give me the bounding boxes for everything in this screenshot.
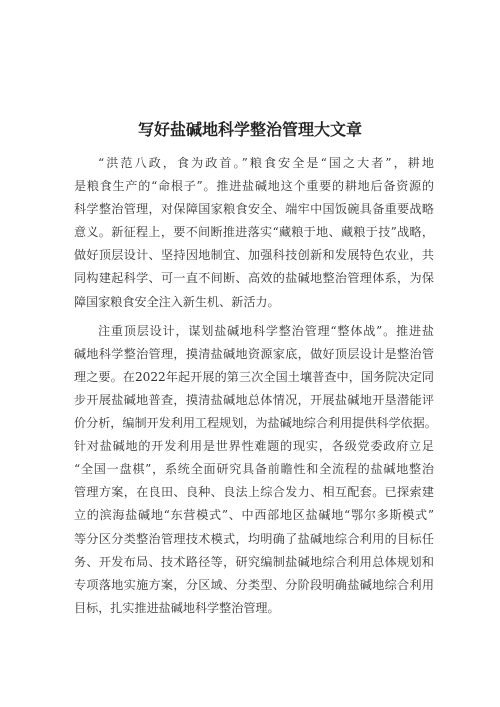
- paragraph-2: [74, 320, 437, 620]
- text-line: 碱地科学整治管理，摸清盐碱地资源家底，做好顶层设计是整治管: [74, 346, 434, 361]
- text-line: 做好顶层设计、坚持因地制宜、加强科技创新和发展特色农业，共: [74, 248, 434, 263]
- text-line: 针对盐碱地的开发利用是世界性难题的现实，各级党委政府立足: [74, 439, 434, 454]
- text-line: 同构建起科学、可一直不间断、高效的盐碱地整治管理体系，为保: [74, 271, 434, 286]
- document-body: [74, 152, 437, 620]
- text-line: 注重顶层设计，谋划盐碱地科学整治管理“整体战”。推进盐: [98, 323, 434, 338]
- text-line: 价分析，编制开发利用工程规划，为盐碱地综合利用提供科学依据。: [74, 416, 437, 431]
- text-line: 障国家粮食安全注入新生机、新活力。: [74, 294, 280, 309]
- text-line: 务、开发布局、技术路径等，研究编制盐碱地综合利用总体规划和: [74, 554, 434, 569]
- document-title: 写好盐碱地科学整治管理大文章: [137, 120, 362, 139]
- text-line: “全国一盘棋”，系统全面研究具备前瞻性和全流程的盐碱地整治: [74, 462, 434, 477]
- text-line: 目标，扎实推进盐碱地科学整治管理。: [74, 600, 280, 615]
- text-line: 意义。新征程上，要不间断推进落实“藏粮于地、藏粮于技”战略，: [74, 225, 434, 240]
- text-line: 步开展盐碱地普查，摸清盐碱地总体情况，开展盐碱地开垦潜能评: [74, 392, 434, 407]
- text-line: 等分区分类整治管理技术模式，均明确了盐碱地综合利用的目标任: [74, 531, 434, 546]
- text-line: 科学整治管理，对保障国家粮食安全、端牢中国饭碗具备重要战略: [74, 202, 434, 217]
- text-line: 是粮食生产的“命根子”。推进盐碱地这个重要的耕地后备资源的: [74, 179, 434, 194]
- text-line: 专项落地实施方案，分区域、分类型、分阶段明确盐碱地综合利用: [74, 577, 434, 592]
- text-line: 立的滨海盐碱地“东营模式”、中西部地区盐碱地“鄂尔多斯模式”: [74, 508, 434, 523]
- text-line: 管理方案，在良田、良种、良法上综合发力、相互配套。已探索建: [74, 485, 434, 500]
- text-line: 理之要。在2022年起开展的第三次全国土壤普查中，国务院决定同: [74, 369, 434, 384]
- paragraph-1: [74, 152, 434, 314]
- text-line: “洪范八政，食为政首。”粮食安全是“国之大者”，耕地: [98, 156, 434, 170]
